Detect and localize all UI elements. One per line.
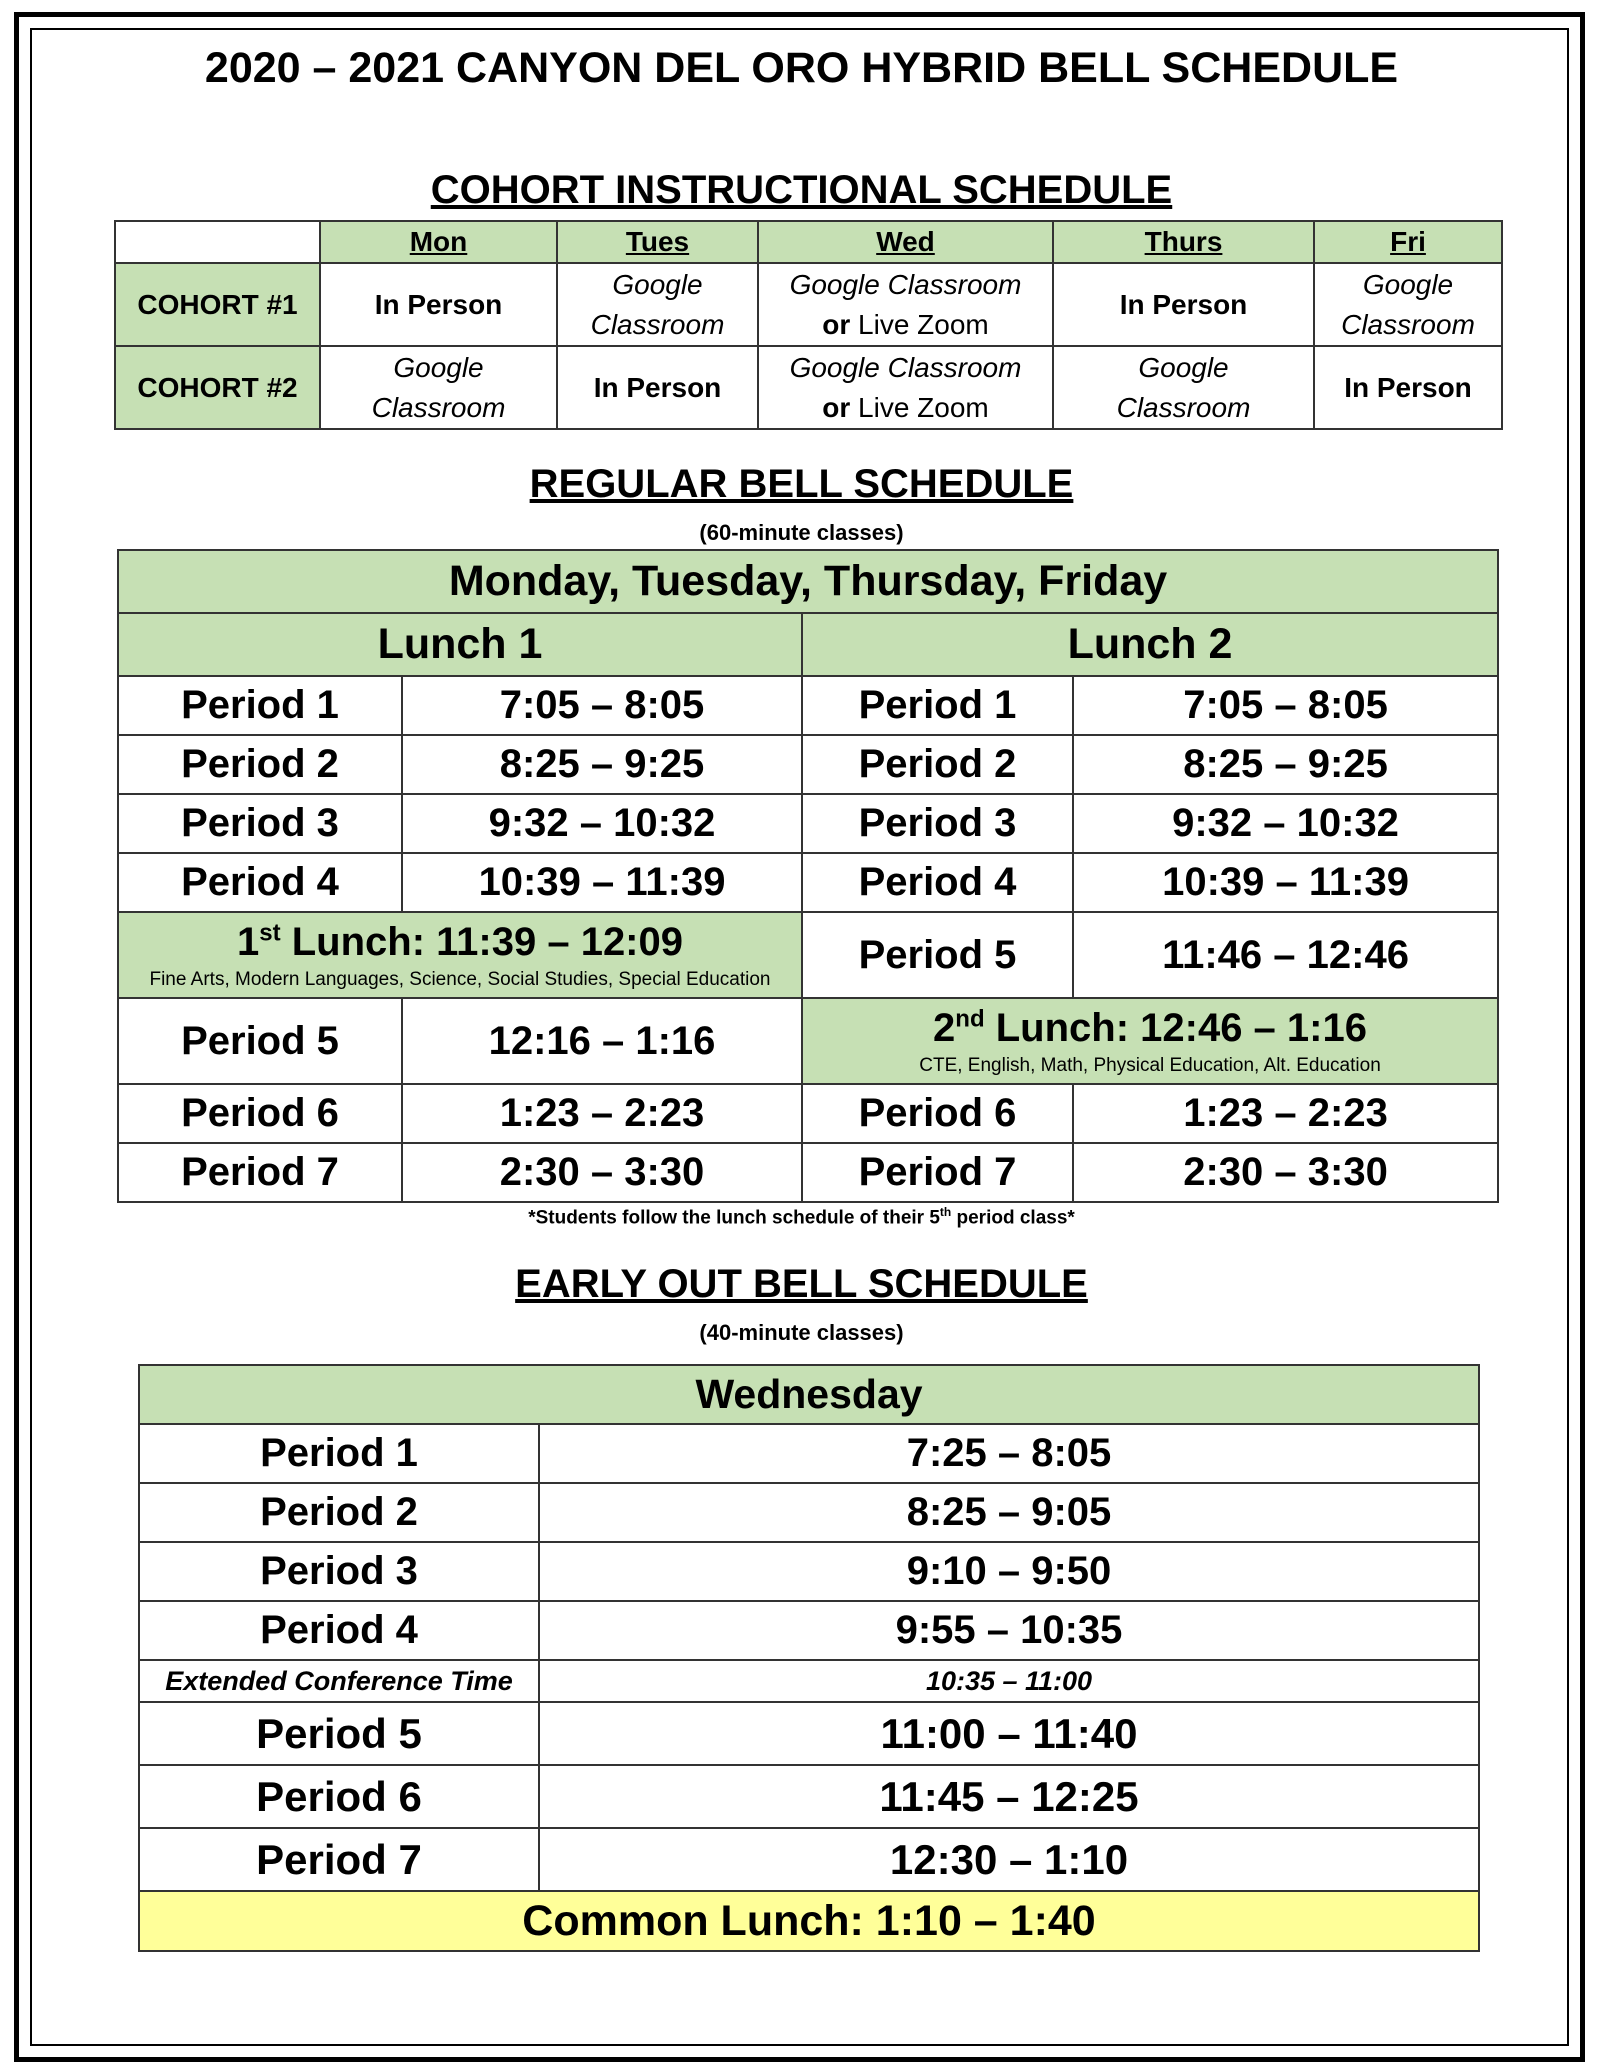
- footnote-post: period class*: [951, 1207, 1075, 1229]
- time: 11:00 – 11:40: [539, 1702, 1479, 1765]
- period: Period 4: [139, 1601, 539, 1660]
- l-period: Period 6: [118, 1084, 402, 1143]
- cell-text: In Person: [1119, 288, 1248, 320]
- second-lunch-text: Lunch: 12:46 – 1:16: [984, 1005, 1367, 1050]
- footnote-sup: th: [939, 1205, 952, 1219]
- l-period: Period 3: [118, 794, 402, 853]
- cohort-2-tues: [557, 346, 758, 429]
- cohort-2-fri: [1314, 346, 1502, 429]
- early-heading: EARLY OUT BELL SCHEDULE: [515, 1262, 1088, 1306]
- cell-line-2: Live Zoom: [850, 391, 989, 423]
- second-lunch-title: [803, 1005, 1497, 1050]
- cohort-1-mon: [320, 263, 557, 346]
- day-header-thurs: Thurs: [1053, 221, 1314, 263]
- early-table: [138, 1364, 1480, 1952]
- cohort-1-fri: [1314, 263, 1502, 346]
- day-header-fri: Fri: [1314, 221, 1502, 263]
- lunch-footnote: [0, 1205, 1603, 1229]
- cohort-corner-cell: [115, 221, 320, 263]
- cell-line-1: Google: [1362, 268, 1454, 300]
- period: Period 2: [139, 1483, 539, 1542]
- cohort-1-wed: [758, 263, 1053, 346]
- r-time: 8:25 – 9:25: [1073, 735, 1498, 794]
- regular-heading: REGULAR BELL SCHEDULE: [529, 462, 1074, 506]
- cell-text: In Person: [593, 371, 722, 403]
- cohort-1-thurs: [1053, 263, 1314, 346]
- lunch-1-header: Lunch 1: [118, 613, 802, 676]
- regular-table: [117, 549, 1499, 1203]
- regular-subheading: (60-minute classes): [699, 520, 904, 545]
- r-time: 10:39 – 11:39: [1073, 853, 1498, 912]
- cohort-2-wed: [758, 346, 1053, 429]
- cell-line-2: Classroom: [1116, 391, 1251, 423]
- footnote-pre: *Students follow the lunch schedule of their 5: [528, 1207, 940, 1229]
- r-time: 7:05 – 8:05: [1073, 676, 1498, 735]
- page-title: 2020 – 2021 CANYON DEL ORO HYBRID BELL SCHEDULE: [204, 44, 1399, 92]
- r-period: Period 3: [802, 794, 1073, 853]
- time: 9:55 – 10:35: [539, 1601, 1479, 1660]
- cohort-heading: COHORT INSTRUCTIONAL SCHEDULE: [430, 168, 1173, 212]
- r-time: 2:30 – 3:30: [1073, 1143, 1498, 1202]
- early-subheading: (40-minute classes): [699, 1320, 904, 1345]
- period: Period 6: [139, 1765, 539, 1828]
- l-time: 7:05 – 8:05: [402, 676, 802, 735]
- time: 12:30 – 1:10: [539, 1828, 1479, 1891]
- second-lunch-sup: nd: [955, 1005, 985, 1033]
- l-period: Period 5: [118, 998, 402, 1084]
- cell-line-1: Google: [393, 351, 484, 383]
- l-time: 2:30 – 3:30: [402, 1143, 802, 1202]
- l-time: 12:16 – 1:16: [402, 998, 802, 1084]
- day-header-tues: Tues: [557, 221, 758, 263]
- cell-line-2: Live Zoom: [850, 308, 989, 340]
- day-header-mon: Mon: [320, 221, 557, 263]
- period: Period 3: [139, 1542, 539, 1601]
- cell-line-1: Google: [612, 268, 703, 300]
- time: 9:10 – 9:50: [539, 1542, 1479, 1601]
- cell-text: In Person: [374, 288, 503, 320]
- l-time: 8:25 – 9:25: [402, 735, 802, 794]
- cell-line-2: Classroom: [1341, 308, 1475, 340]
- period: Period 7: [139, 1828, 539, 1891]
- l-period: Period 7: [118, 1143, 402, 1202]
- l-period: Period 1: [118, 676, 402, 735]
- wednesday-header: Wednesday: [139, 1365, 1479, 1424]
- first-lunch-cell: [118, 912, 802, 998]
- time: 11:45 – 12:25: [539, 1765, 1479, 1828]
- period: Period 1: [139, 1424, 539, 1483]
- second-lunch-num: 2: [933, 1005, 956, 1050]
- l-period: Period 4: [118, 853, 402, 912]
- period: Period 5: [139, 1702, 539, 1765]
- first-lunch-sup: st: [259, 919, 281, 947]
- regular-days-header: Monday, Tuesday, Thursday, Friday: [118, 550, 1498, 613]
- common-lunch: Common Lunch: 1:10 – 1:40: [139, 1891, 1479, 1951]
- l-time: 1:23 – 2:23: [402, 1084, 802, 1143]
- second-lunch-departments: CTE, English, Math, Physical Education, Alt. Education: [919, 1054, 1381, 1076]
- extended-conference-time: 10:35 – 11:00: [539, 1660, 1479, 1702]
- cell-line-2: Classroom: [371, 391, 506, 423]
- cohort-table: [114, 220, 1503, 430]
- extended-conference-label: Extended Conference Time: [139, 1660, 539, 1702]
- first-lunch-text: Lunch: 11:39 – 12:09: [280, 919, 683, 964]
- first-lunch-departments: Fine Arts, Modern Languages, Science, Social Studies, Special Education: [149, 968, 771, 990]
- lunch-2-header: Lunch 2: [802, 613, 1498, 676]
- cell-or: or: [822, 391, 851, 423]
- cohort-1-tues: [557, 263, 758, 346]
- r-time: 1:23 – 2:23: [1073, 1084, 1498, 1143]
- r-period: Period 6: [802, 1084, 1073, 1143]
- cell-text: In Person: [1344, 371, 1472, 403]
- r-period: Period 1: [802, 676, 1073, 735]
- cohort-2-label: COHORT #2: [115, 346, 320, 429]
- r-period: Period 2: [802, 735, 1073, 794]
- cell-or: or: [822, 308, 851, 340]
- cell-line-1: Google: [1138, 351, 1229, 383]
- first-lunch-num: 1: [237, 919, 260, 964]
- cohort-1-label: COHORT #1: [115, 263, 320, 346]
- day-header-wed: Wed: [758, 221, 1053, 263]
- second-lunch-cell: [802, 998, 1498, 1084]
- r-period: Period 4: [802, 853, 1073, 912]
- l-time: 10:39 – 11:39: [402, 853, 802, 912]
- cell-line-2: Classroom: [590, 308, 725, 340]
- l-time: 9:32 – 10:32: [402, 794, 802, 853]
- r-time: 9:32 – 10:32: [1073, 794, 1498, 853]
- cell-line-1: Google Classroom: [789, 351, 1022, 383]
- l-period: Period 2: [118, 735, 402, 794]
- r-period: Period 5: [802, 912, 1073, 998]
- first-lunch-title: [119, 919, 801, 964]
- cohort-2-mon: [320, 346, 557, 429]
- r-period: Period 7: [802, 1143, 1073, 1202]
- cohort-2-thurs: [1053, 346, 1314, 429]
- r-time: 11:46 – 12:46: [1073, 912, 1498, 998]
- time: 8:25 – 9:05: [539, 1483, 1479, 1542]
- time: 7:25 – 8:05: [539, 1424, 1479, 1483]
- cell-line-1: Google Classroom: [789, 268, 1022, 300]
